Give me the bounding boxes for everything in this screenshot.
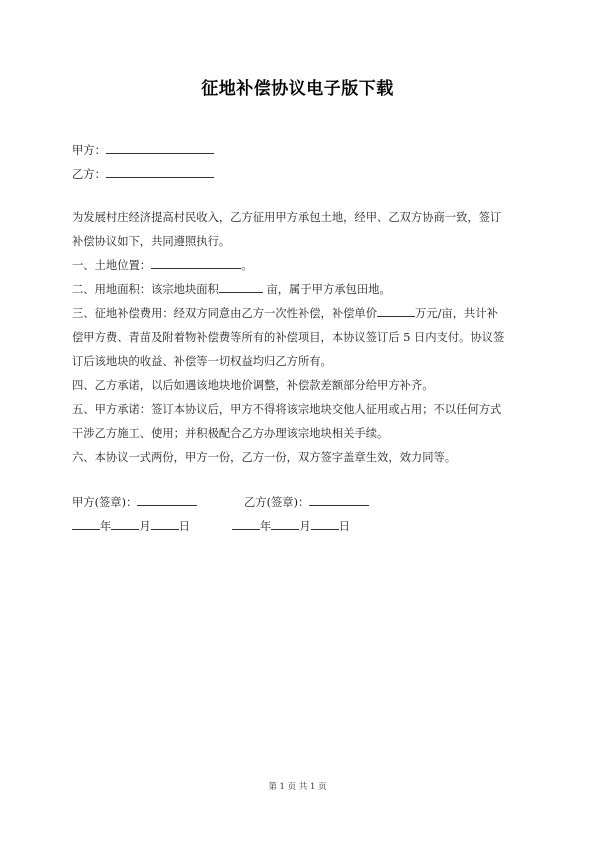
unit-price-blank	[377, 305, 415, 317]
sign-a-blank	[137, 494, 197, 506]
clause-3-prefix: 三、征地补偿费用：经双方同意由乙方一次性补偿，补偿单价	[72, 307, 378, 320]
land-area-blank	[219, 281, 263, 293]
clause-2-suffix: 亩，属于甲方承包田地。	[262, 283, 391, 296]
land-location-blank	[151, 257, 241, 269]
year-b-label: 年	[260, 520, 272, 533]
year-a-blank	[72, 518, 100, 530]
signature-party-a	[72, 494, 197, 510]
month-a-label: 月	[139, 520, 151, 533]
clause-1-suffix: 。	[241, 259, 253, 272]
intro-line-2: 补偿协议如下，共同遵照执行。	[72, 235, 231, 248]
day-b-blank	[311, 518, 339, 530]
sign-b-label: 乙方(签章)：	[244, 496, 310, 509]
clause-1	[72, 254, 528, 278]
clause-6: 六、本协议一式两份，甲方一份，乙方一份，双方签字盖章生效，效力同等。	[72, 451, 457, 464]
party-b-blank	[106, 166, 214, 178]
sign-b-blank	[309, 494, 369, 506]
clause-3-suffix: 万元/亩，共计补	[415, 307, 498, 320]
day-a-blank	[151, 518, 179, 530]
agreement-body	[72, 206, 528, 470]
clause-5-line-2: 干涉乙方施工、使用；并积极配合乙方办理该宗地块相关手续。	[72, 427, 389, 440]
page-footer: 第 1 页 共 1 页	[268, 782, 327, 792]
clause-3-line-3: 订后该地块的收益、补偿等一切权益均归乙方所有。	[72, 355, 332, 368]
month-b-label: 月	[299, 520, 311, 533]
month-b-blank	[271, 518, 299, 530]
signature-party-b	[244, 494, 369, 510]
clause-5-line-1: 五、甲方承诺：签订本协议后，甲方不得将该宗地块交他人征用或占用；不以任何方式	[72, 403, 502, 416]
year-a-label: 年	[100, 520, 112, 533]
intro-line-1: 为发展村庄经济提高村民收入，乙方征用甲方承包土地，经甲、乙双方协商一致，签订	[72, 211, 502, 224]
sign-a-label: 甲方(签章)：	[72, 496, 138, 509]
party-a-label: 甲方：	[72, 144, 106, 157]
party-a-blank	[106, 142, 214, 154]
year-b-blank	[232, 518, 260, 530]
document-title: 征地补偿协议电子版下载	[201, 79, 394, 99]
clause-3-line-1	[72, 302, 528, 326]
party-a-line	[72, 142, 214, 158]
clause-2	[72, 278, 528, 302]
month-a-blank	[111, 518, 139, 530]
date-party-a	[72, 518, 190, 534]
day-a-label: 日	[178, 520, 190, 533]
clause-1-prefix: 一、土地位置：	[72, 259, 152, 272]
clause-4: 四、乙方承诺，以后如遇该地块地价调整，补偿款差额部分给甲方补齐。	[72, 379, 434, 392]
date-party-b	[232, 518, 350, 534]
clause-2-prefix: 二、用地面积：该宗地块面积	[72, 283, 219, 296]
day-b-label: 日	[338, 520, 350, 533]
clause-3-line-2: 偿甲方费、青苗及附着物补偿费等所有的补偿项目，本协议签订后 5 日内支付。协议签	[72, 331, 505, 344]
party-b-label: 乙方：	[72, 168, 106, 181]
party-b-line	[72, 166, 214, 182]
